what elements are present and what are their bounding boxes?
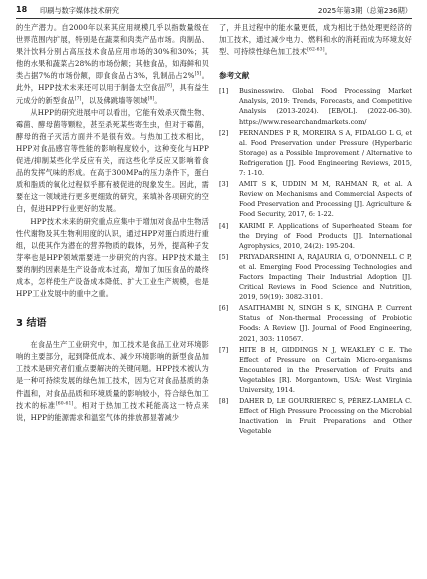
reference-item: [219, 396, 412, 436]
reference-text: HITE B H, GIDDINGS N J, WEAKLEY C E. The Effect of Pressure on Certain Micro-organisms Encountered in the Preservation of Fruits and Vegetables [R]. Morgantown, USA: West Virginia University, 1914.: [239, 345, 412, 394]
reference-number: [6]: [219, 304, 229, 313]
references-heading: 参考文献: [219, 71, 250, 81]
left-column: [16, 22, 209, 574]
citation-marker: [5]: [194, 71, 202, 77]
section-heading: 3 结语: [16, 318, 47, 330]
reference-text: PRIYADARSHINI A, RAJAURIA G, O'DONNELL C P, et al. Emerging Food Processing Technologies and Factors Impacting Their Industrial Adoption [J]. Critical Reviews in Food Science and Nutrition, 2019, 59(19): 3082-3101.: [239, 252, 412, 302]
body-paragraph: 的生产潜力。自2000年以来其应用规模几乎以指数量级在世界范围内扩展，特别是在蔬菜和肉类产品市场。肉制品、果汁饮料分别占高压技术食品应用市场的30%和30%；其他的水果和蔬菜占28%的市场份额；其他食品，如海鲜和贝类占据7%的市场份额，即食食品占3%，乳制品占2%[5]。此外，HPP技术未来还可以用于制备太空食品[6]，具有益生元成分的新型食品[7]，以及佛跳墙等领域[8]。: [16, 23, 209, 105]
conclusion-paragraph: 在食品生产工业研究中，加工技术是食品工业对环境影响的主要部分，起到降低成本、减少环境影响的新型食品加工技术是研究者们重点要解决的关键问题。HPP技术被认为是一种可持续发展的绿色加工技术，因为它对食品基质的条件温和，对食品品质和环境质量的影响较小，符合绿色加工技术的标准[60-61]。相对于热加工技术耗能高这一特点来说，HPP的能源需求和温室气体的排放都显著减少: [16, 340, 209, 422]
citation-marker: [6]: [165, 84, 173, 90]
body-paragraph: HPP技术未来的研究重点应集中于增加对食品中生物活性代谢物及其生物利用度的认识，通过HPP对蛋白质进行重组，以使其作为潜在的营养物质的载体，另外，提高种子发芽率也是HPP领域需要进一步研究的内容。HPP技术最主要的制约因素是生产设备成本过高，增加了加压食品的最终成本，怎样使生产设备成本降低、扩大工业生产规模，也是HPP工业发展中的重中之重。: [16, 216, 209, 299]
reference-item: [219, 221, 412, 251]
citation-marker: [8]: [147, 96, 155, 102]
page-number: 18: [16, 5, 28, 14]
citation-marker: [7]: [74, 96, 82, 102]
reference-number: [4]: [219, 221, 229, 230]
page-header: [16, 4, 412, 19]
reference-number: [5]: [219, 252, 229, 261]
reference-text: AMIT S K, UDDIN M M, RAHMAN R, et al. A Review on Mechanisms and Commercial Aspects of Food Preservation and Processing [J]. Agriculture & Food Security, 2017, 6: 1-22.: [239, 180, 412, 219]
reference-number: [2]: [219, 128, 229, 137]
body-paragraph: 从HPP的研究进展中可以看出，它能有效杀灭微生物、霉菌、酵母菌等颗粒，甚至杀死某些寄生虫，但对于霉菌，酵母的孢子灭活方面并不是很有效。与热加工技术相比，HPP对食品感官等性能的影响程度较小，这种变化与HPP促进/抑制某些化学反应有关，而这些化学反应又影响着食品的发挥气味的形成。在高于300MPa的压力条件下，蛋白质和脂质的氧化过程似乎都有被促进的现象发生。因此，需要在这一领域进行更多更细致的研究，来填补各项研究的空白，促进HPP行业更好的发展。: [16, 107, 209, 214]
reference-text: KARIMI F. Applications of Superheated Steam for the Drying of Food Products [J]. International Agrophysics, 2010, 24(2): 195-204.: [239, 221, 412, 250]
journal-name: 印刷与数字媒体技术研究: [40, 6, 120, 15]
reference-item: [219, 345, 412, 395]
reference-text: ASAITHAMBI N, SINGH S K, SINGHA P. Current Status of Non-thermal Processing of Probiotic Foods: A Review [J]. Journal of Food Engineering, 2021, 303: 110567.: [239, 304, 412, 343]
reference-item: [219, 86, 412, 126]
reference-text: Businesswire. Global Food Processing Market Analysis, 2019: Trends, Forecasts, and Competitive Analysis (2013-2024). [EB/OL]. (2022-06-30). https://www.researchandmarkets.com/: [239, 87, 412, 126]
issue-info: 2025年第3期（总第236期）: [317, 6, 412, 15]
reference-item: [219, 303, 412, 343]
reference-number: [3]: [219, 180, 229, 189]
reference-item: [219, 179, 412, 219]
reference-item: [219, 252, 412, 302]
reference-number: [8]: [219, 397, 229, 406]
reference-list: [219, 86, 412, 436]
reference-text: FERNANDES P R, MOREIRA S A, FIDALGO L G, et al. Food Preservation under Pressure (Hyperbaric Storage) as a Possible Improvement / Alternative to Refrigeration [J]. Food Engineering Reviews, 2015, 7: 1-10.: [239, 128, 412, 178]
citation-marker: [62-63]: [307, 47, 325, 53]
reference-item: [219, 128, 412, 178]
right-column: [219, 22, 412, 574]
continuation-paragraph: 了，并且过程中的能水量更低，成为相比于热处理更经济的加工技术，通过减少电力、燃料和水的消耗而成为环境友好型、可持续性绿色加工技术[62-63]。: [219, 23, 412, 57]
reference-text: DAHER D, LE GOURRIEREC S, PÉREZ-LAMELA C. Effect of High Pressure Processing on the Microbial Inactivation in Fruit Preparations and Other Vegetable: [239, 397, 412, 436]
reference-number: [7]: [219, 345, 229, 354]
citation-marker: [60-61]: [55, 401, 74, 407]
reference-number: [1]: [219, 87, 229, 96]
